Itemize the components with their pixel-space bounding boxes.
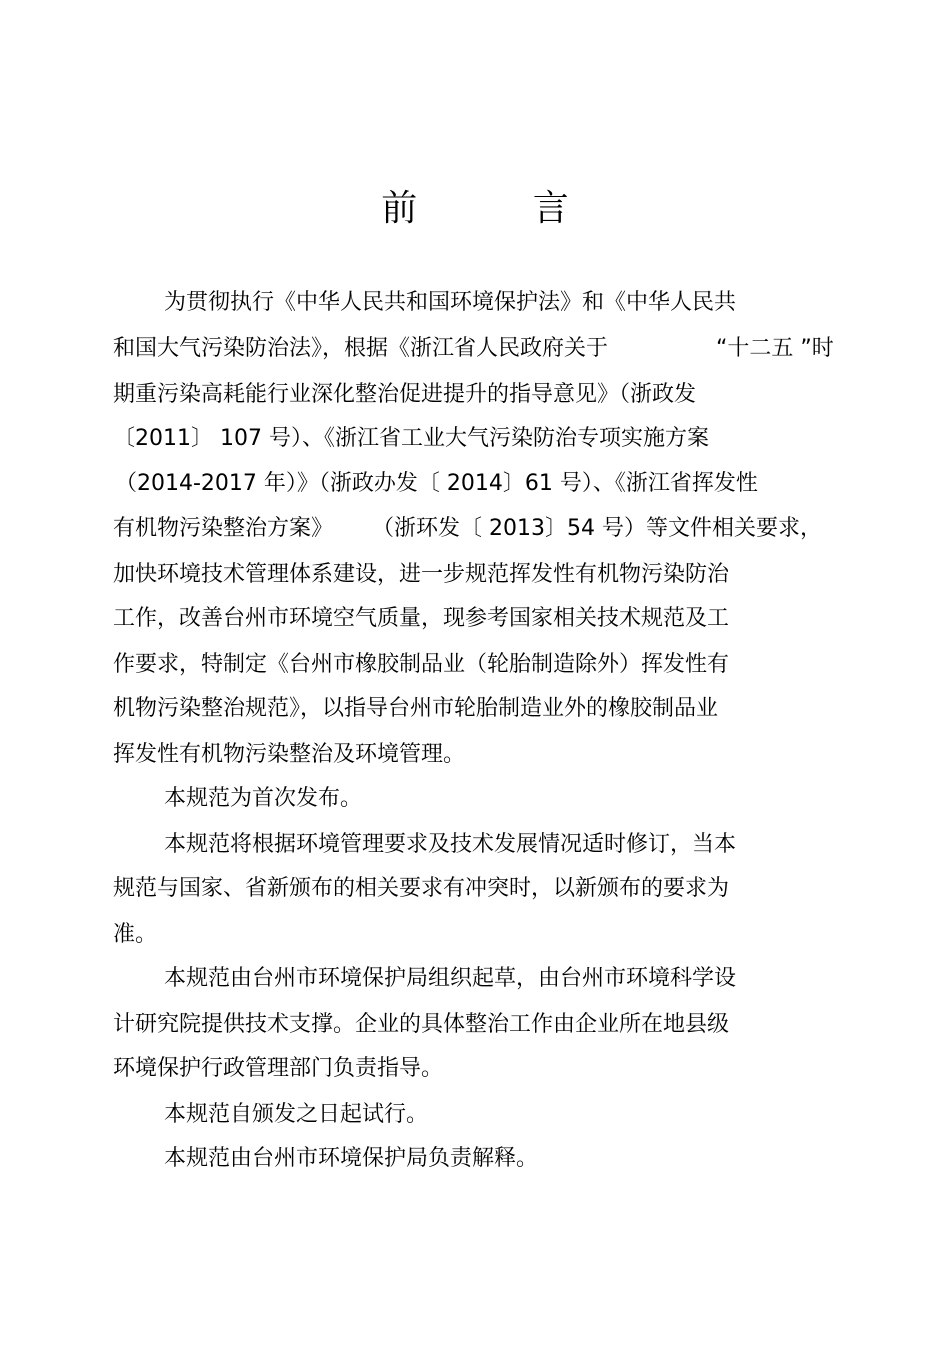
paragraph-4-line-3: 环境保护行政管理部门负责指导。: [113, 1056, 444, 1081]
paragraph-4-line-1: 本规范由台州市环境保护局组织起草，由台州市环境科学设: [164, 966, 737, 991]
paragraph-1-line-9: 作要求，特制定《台州市橡胶制品业（轮胎制造除外）挥发性有: [113, 652, 730, 677]
paragraph-1-line-2: [113, 334, 608, 364]
paragraph-1-line-2-text: 和国大气污染防治法》，根据《浙江省人民政府关于: [113, 336, 609, 361]
paragraph-3-line-2: 规范与国家、省新颁布的相关要求有冲突时，以新颁布的要求为: [113, 876, 730, 901]
paragraph-1-line-4: 〔2011〕 107 号）、《浙江省工业大气污染防治专项实施方案: [113, 426, 709, 451]
paragraph-5-line-1: 本规范自颁发之日起试行。: [164, 1102, 429, 1127]
paragraph-1-line-11: 挥发性有机物污染整治及环境管理。: [113, 742, 466, 767]
paragraph-6-line-1: 本规范由台州市环境保护局负责解释。: [164, 1146, 539, 1171]
paragraph-1-line-3: 期重污染高耗能行业深化整治促进提升的指导意见》（浙政发: [113, 382, 697, 407]
paragraph-3-line-1: 本规范将根据环境管理要求及技术发展情况适时修订，当本: [164, 832, 737, 857]
paragraph-1-line-6-tail: （浙环发〔 2013〕54 号）等文件相关要求，: [372, 516, 822, 541]
paragraph-4-line-2: 计研究院提供技术支撑。企业的具体整治工作由企业所在地县级: [113, 1012, 730, 1037]
paragraph-1-line-6: 有机物污染整治方案》: [113, 516, 334, 541]
paragraph-1-line-10: 机物污染整治规范》，以指导台州市轮胎制造业外的橡胶制品业: [113, 696, 719, 721]
paragraph-1-line-7: 加快环境技术管理体系建设，进一步规范挥发性有机物污染防治: [113, 562, 730, 587]
paragraph-3-line-3: 准。: [113, 922, 158, 947]
paragraph-1-line-8: 工作，改善台州市环境空气质量，现参考国家相关技术规范及工: [113, 606, 730, 631]
paragraph-1-line-5: （2014-2017 年）》（浙政办发〔 2014〕61 号）、《浙江省挥发性: [115, 471, 758, 496]
paragraph-1-line-1: 为贯彻执行《中华人民共和国环境保护法》和《中华人民共: [164, 290, 737, 315]
page-title: 前 言: [381, 188, 621, 229]
paragraph-1-line-2-tail: “十二五 ”时: [716, 336, 834, 361]
paragraph-2-line-1: 本规范为首次发布。: [164, 786, 363, 811]
